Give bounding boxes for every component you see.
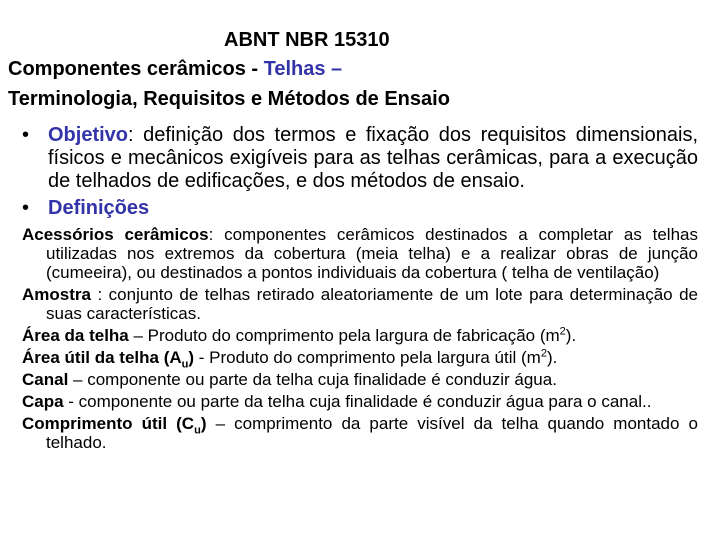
definition-area-util xyxy=(22,347,698,371)
title-subject-prefix: Componentes cerâmicos - xyxy=(8,58,264,80)
definition-term: Área da telha xyxy=(22,326,129,345)
title-scope-line: Terminologia, Requisitos e Métodos de Ensaio xyxy=(8,88,450,110)
definition-comprimento-util xyxy=(22,414,698,452)
superscript: 2 xyxy=(559,325,566,338)
definition-term: Acessórios cerâmicos xyxy=(22,225,209,244)
definition-capa xyxy=(22,392,698,411)
bullet-marker: • xyxy=(22,124,30,146)
title-standard-number: ABNT NBR 15310 xyxy=(224,29,390,51)
slide-title xyxy=(8,27,712,114)
superscript: 2 xyxy=(540,347,547,360)
definition-term: Área útil da telha (A xyxy=(22,348,182,367)
definition-text-end: ). xyxy=(565,326,577,345)
definition-amostra xyxy=(22,285,698,323)
definition-text: – comprimento da parte visível da telha quando montado o telhado. xyxy=(46,414,698,452)
definition-text: - componente ou parte da telha cuja finalidade é conduzir água para o canal.. xyxy=(63,392,652,411)
definition-text-end: ). xyxy=(546,348,558,367)
definition-acessorios xyxy=(22,225,698,282)
definition-term: Amostra xyxy=(22,285,91,304)
objetivo-text: : definição dos termos e fixação dos requisitos dimensionais, físicos e mecânicos exigíveis para as telhas cerâmicas, para a execução de telhados de edificações, e dos métodos de ensaio. xyxy=(48,124,698,192)
definition-term: Capa xyxy=(22,392,64,411)
definition-term-close: ) xyxy=(200,414,207,433)
definition-text: : componentes cerâmicos destinados a completar as telhas utilizadas nos extremos da cobertura (meia telha) e a realizar obras de junção (cumeeira), ou destinados a pontos individuais da cobertura ( telha de ventilação) xyxy=(46,225,698,282)
title-subject-accent: Telhas – xyxy=(263,58,343,80)
bullet-marker: • xyxy=(22,197,30,219)
definition-term-close: ) xyxy=(188,348,195,367)
definition-area-telha xyxy=(22,326,698,345)
definition-term: Canal xyxy=(22,370,69,389)
slide-body xyxy=(22,124,698,452)
definition-text: : conjunto de telhas retirado aleatoriamente de um lote para determinação de suas características. xyxy=(46,285,698,323)
definition-text: - Produto do comprimento pela largura útil (m xyxy=(194,348,541,367)
bullet-objetivo xyxy=(22,124,698,193)
definition-canal xyxy=(22,370,698,389)
title-subject-line xyxy=(8,54,712,84)
definicoes-label: Definições xyxy=(48,197,150,219)
definition-text: – Produto do comprimento pela largura de fabricação (m xyxy=(128,326,560,345)
definition-text: – componente ou parte da telha cuja finalidade é conduzir água. xyxy=(68,370,557,389)
subscript: u xyxy=(194,424,201,437)
definition-term: Comprimento útil (C xyxy=(22,414,195,433)
objetivo-label: Objetivo xyxy=(48,124,129,146)
subscript: u xyxy=(181,358,189,371)
bullet-definicoes xyxy=(22,197,698,220)
